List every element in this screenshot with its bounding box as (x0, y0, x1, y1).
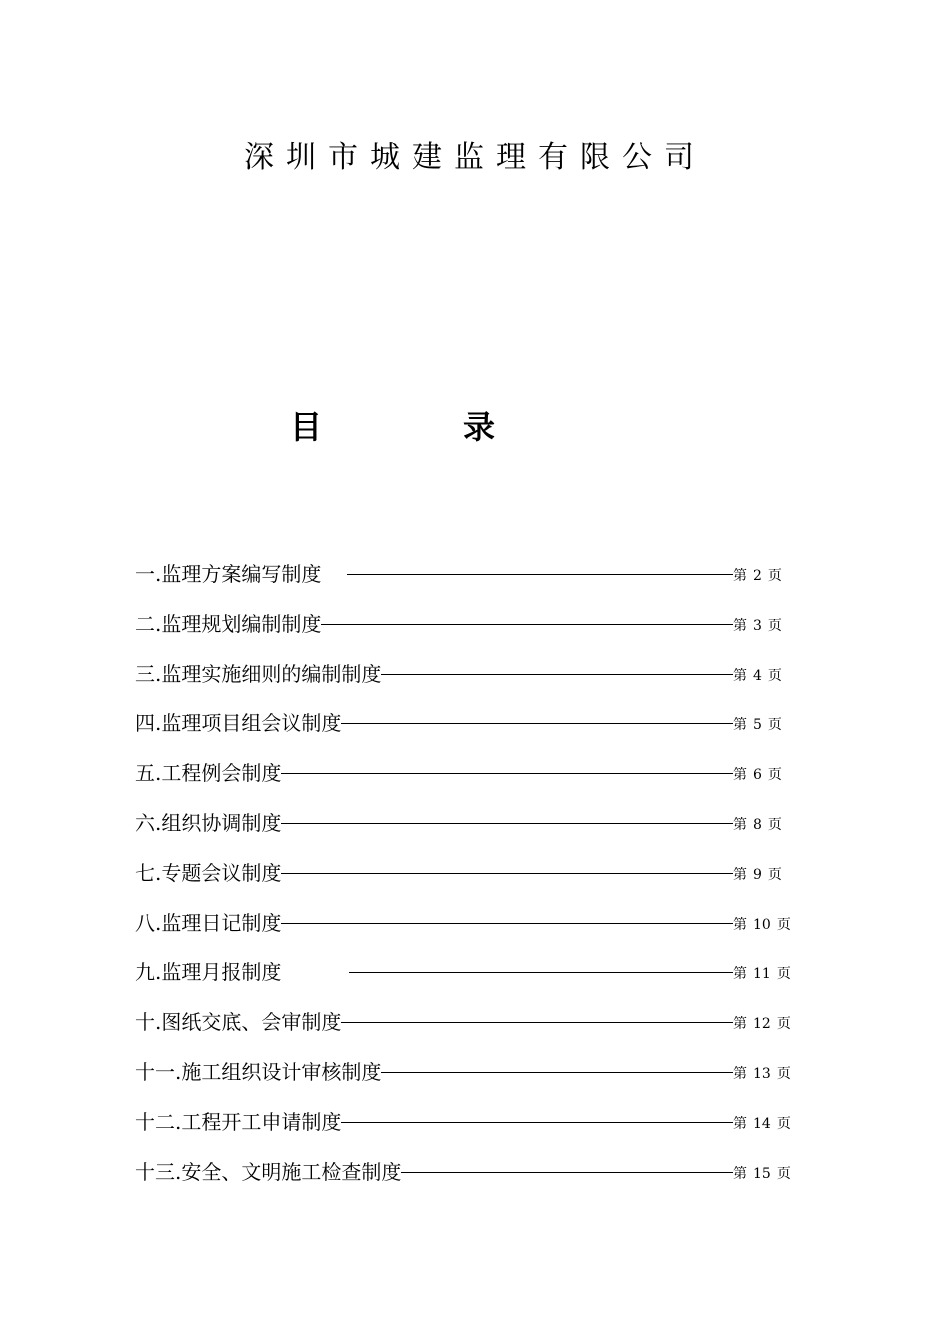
toc-entry-label: 图纸交底、会审制度 (161, 1010, 342, 1035)
toc-leader-line (281, 823, 733, 824)
toc-entry[interactable] (135, 1158, 795, 1208)
toc-page-number: 10 (753, 916, 771, 933)
toc-entry-page (733, 958, 795, 988)
toc-page-prefix: 第 (733, 617, 747, 634)
toc-page-suffix: 页 (767, 617, 782, 634)
toc-page-number: 6 (753, 767, 762, 784)
toc-page-prefix: 第 (733, 568, 747, 584)
toc-entry-label: 监理月报制度 (161, 960, 282, 985)
toc-entry-page (733, 759, 795, 789)
toc-entry[interactable] (135, 709, 795, 759)
toc-entry[interactable] (135, 859, 795, 909)
toc-page-prefix: 第 (733, 767, 747, 784)
toc-entry-number: 三. (135, 661, 162, 686)
toc-page-prefix: 第 (733, 866, 747, 883)
toc-page-suffix: 页 (776, 916, 791, 933)
toc-entry-page (733, 1108, 795, 1138)
toc-entry[interactable] (135, 660, 795, 710)
toc-page-prefix: 第 (733, 916, 747, 933)
toc-leader-line (281, 773, 733, 774)
toc-page-prefix: 第 (733, 1016, 747, 1033)
toc-page-number: 12 (753, 1016, 771, 1033)
toc-entry-label: 监理项目组会议制度 (161, 711, 342, 736)
toc-entry[interactable] (135, 610, 795, 660)
toc-entry-page (733, 859, 795, 889)
toc-heading-char-1: 目 (290, 408, 323, 446)
toc-page-suffix: 页 (776, 966, 791, 983)
toc-leader-line (281, 923, 733, 924)
toc-entry-label: 安全、文明施工检查制度 (181, 1159, 402, 1184)
toc-page-number: 3 (753, 617, 762, 634)
toc-entry-number: 四. (135, 711, 162, 736)
toc-entry-number: 二. (135, 611, 162, 636)
toc-page-number: 2 (753, 568, 762, 584)
toc-heading-char-2: 录 (463, 408, 496, 446)
toc-entry-number: 七. (135, 860, 162, 885)
toc-entry[interactable] (135, 759, 795, 809)
toc-page-suffix: 页 (767, 568, 782, 584)
toc-leader-line (341, 1022, 733, 1023)
toc-page-number: 11 (753, 966, 771, 983)
toc-leader-line (401, 1172, 733, 1173)
toc-page-prefix: 第 (733, 966, 747, 983)
toc-entry[interactable] (135, 1058, 795, 1108)
toc-entry-page (733, 809, 795, 839)
toc-entry-number: 十一. (135, 1059, 182, 1084)
toc-page-prefix: 第 (733, 816, 747, 833)
toc-page-number: 15 (753, 1165, 771, 1182)
toc-entry-label: 工程例会制度 (161, 761, 282, 786)
toc-page-suffix: 页 (767, 767, 782, 784)
toc-entry-page (733, 709, 795, 739)
toc-page-suffix: 页 (767, 667, 782, 684)
toc-heading (0, 402, 950, 452)
toc-page-number: 13 (753, 1065, 771, 1082)
toc-page-number: 5 (753, 717, 762, 734)
toc-entry[interactable] (135, 909, 795, 959)
toc-entry-page (733, 660, 795, 690)
toc-page-suffix: 页 (767, 717, 782, 734)
toc-entry-label: 组织协调制度 (161, 810, 282, 835)
toc-page-suffix: 页 (767, 866, 782, 883)
toc-entry[interactable] (135, 958, 795, 1008)
toc-entry-label: 专题会议制度 (161, 860, 282, 885)
toc-leader-line (341, 1122, 733, 1123)
toc-entry-page (733, 1058, 795, 1088)
toc-page-number: 9 (753, 866, 762, 883)
toc-entry-label: 监理实施细则的编制制度 (161, 661, 382, 686)
toc-page-prefix: 第 (733, 1115, 747, 1132)
toc-leader-line (321, 624, 733, 625)
toc-page-suffix: 页 (776, 1165, 791, 1182)
toc-leader-line (349, 972, 733, 973)
toc-entry[interactable] (135, 1108, 795, 1158)
toc-entry[interactable] (135, 1008, 795, 1058)
toc-page-prefix: 第 (733, 717, 747, 734)
toc-entry-label: 施工组织设计审核制度 (181, 1059, 382, 1084)
toc-page-number: 14 (753, 1115, 771, 1132)
toc-entry-number: 六. (135, 810, 162, 835)
table-of-contents (135, 560, 795, 1207)
toc-entry-page (733, 909, 795, 939)
toc-entry-label: 监理方案编写制度 (161, 562, 322, 586)
toc-leader-line (381, 1072, 733, 1073)
toc-entry-number: 八. (135, 910, 162, 935)
company-name: 深圳市城建监理有限公司 (244, 140, 706, 175)
toc-leader-line (381, 674, 733, 675)
toc-page-prefix: 第 (733, 1165, 747, 1182)
toc-page-suffix: 页 (767, 816, 782, 833)
toc-entry-page (733, 1158, 795, 1188)
toc-entry-page (733, 1008, 795, 1038)
toc-leader-line (341, 723, 733, 724)
toc-entry-number: 十. (135, 1010, 162, 1035)
toc-entry-number: 十三. (135, 1159, 182, 1184)
toc-leader-line (347, 574, 733, 575)
toc-entry-label: 工程开工申请制度 (181, 1109, 342, 1134)
toc-entry-page (733, 560, 795, 590)
toc-entry-label: 监理规划编制制度 (161, 611, 322, 636)
toc-page-number: 4 (753, 667, 762, 684)
toc-entry-number: 九. (135, 960, 162, 985)
toc-page-suffix: 页 (776, 1016, 791, 1033)
toc-page-suffix: 页 (776, 1115, 791, 1132)
toc-entry-number: 五. (135, 761, 162, 786)
toc-entry-label: 监理日记制度 (161, 910, 282, 935)
toc-page-suffix: 页 (776, 1065, 791, 1082)
toc-entry-page (733, 610, 795, 640)
toc-entry[interactable] (135, 809, 795, 859)
toc-leader-line (281, 873, 733, 874)
toc-page-prefix: 第 (733, 1065, 747, 1082)
toc-entry-number: 一. (135, 562, 162, 586)
toc-page-number: 8 (753, 816, 762, 833)
toc-page-prefix: 第 (733, 667, 747, 684)
toc-entry[interactable] (135, 560, 795, 610)
toc-entry-number: 十二. (135, 1109, 182, 1134)
